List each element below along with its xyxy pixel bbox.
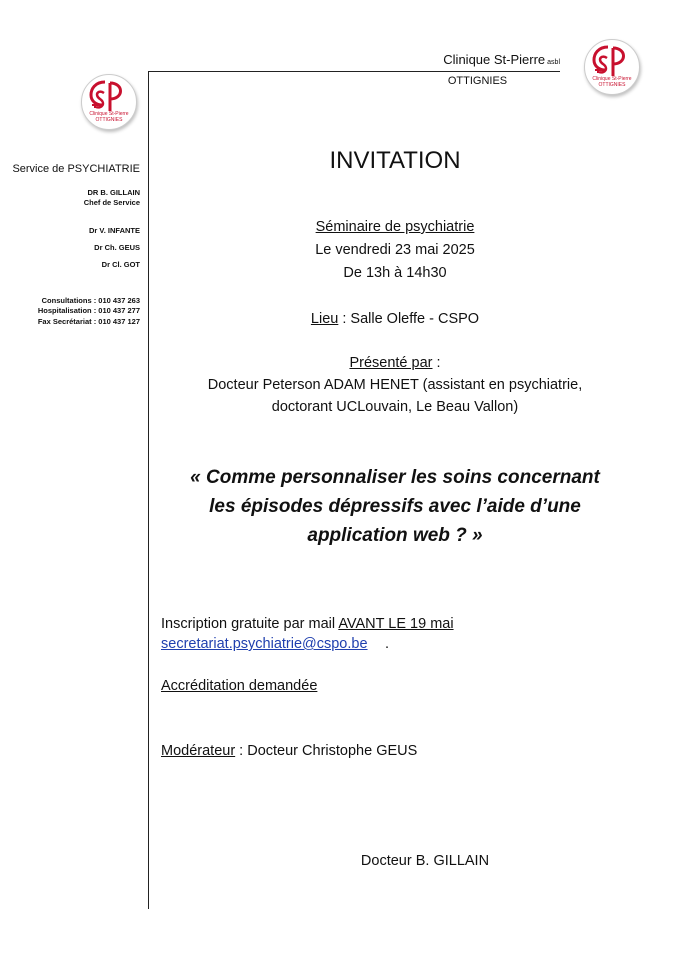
logo-text-city: OTTIGNIES: [95, 117, 123, 123]
topic-line: les épisodes dépressifs avec l’aide d’une: [209, 496, 581, 517]
email-link[interactable]: secretariat.psychiatrie@cspo.be: [161, 636, 368, 652]
seminar-topic: [160, 463, 630, 550]
location-label: Lieu: [310, 311, 339, 327]
margin-rule: [148, 71, 149, 909]
clinic-suffix: asbl: [547, 59, 560, 66]
logo-text-city: OTTIGNIES: [598, 82, 626, 88]
clinic-name-text: Clinique St-Pierre: [443, 52, 546, 67]
presenter-line: Docteur Peterson ADAM HENET (assistant en psychiatrie,: [207, 377, 583, 393]
presenter-line: doctorant UCLouvain, Le Beau Vallon): [271, 399, 519, 415]
accreditation: [161, 678, 317, 694]
chief-name: DR B. GILLAIN: [87, 188, 140, 197]
registration-text: Inscription gratuite par mail: [161, 616, 339, 632]
accreditation-text: Accréditation demandée: [161, 678, 318, 694]
presented-label: Présenté par: [349, 355, 433, 371]
seminar-name: [170, 219, 620, 235]
doctor-item: Dr Cl. GOT: [101, 260, 140, 269]
header-rule: [148, 71, 560, 72]
presented-by: [170, 355, 620, 371]
contact-line: Consultations : 010 437 263: [41, 296, 140, 305]
topic-line: « Comme personnaliser les soins concernant: [190, 467, 600, 488]
doctor-item: Dr V. INFANTE: [89, 226, 140, 235]
contact-line: Fax Secrétariat : 010 437 127: [37, 317, 140, 326]
moderator-value: : Docteur Christophe GEUS: [235, 743, 418, 759]
clinic-logo-header: [584, 39, 640, 95]
clinic-name: [380, 52, 560, 67]
registration-info: [161, 616, 454, 632]
event-date: Le vendredi 23 mai 2025: [315, 242, 475, 258]
signature: Docteur B. GILLAIN: [360, 853, 490, 869]
email-period: .: [385, 636, 390, 652]
presented-suffix: :: [432, 355, 441, 371]
moderator: [161, 743, 417, 759]
logo-text-name: Clinique St-Pierre: [89, 111, 129, 117]
service-name: Service de PSYCHIATRIE: [12, 163, 140, 175]
event-location: [170, 311, 620, 327]
clinic-city: OTTIGNIES: [447, 75, 508, 87]
clinic-logo: [81, 74, 137, 130]
registration-deadline: AVANT LE 19 mai: [338, 616, 454, 632]
page-title: INVITATION: [329, 147, 461, 174]
chief-role: Chef de Service: [83, 198, 140, 207]
event-time: De 13h à 14h30: [343, 265, 447, 281]
moderator-label: Modérateur: [161, 743, 236, 759]
doctor-item: Dr Ch. GEUS: [94, 243, 140, 252]
seminar-text: Séminaire de psychiatrie: [315, 219, 475, 235]
contact-line: Hospitalisation : 010 437 277: [37, 306, 140, 315]
topic-line: application web ? »: [307, 525, 483, 546]
location-value: : Salle Oleffe - CSPO: [338, 311, 480, 327]
logo-text-name: Clinique St-Pierre: [592, 76, 632, 82]
